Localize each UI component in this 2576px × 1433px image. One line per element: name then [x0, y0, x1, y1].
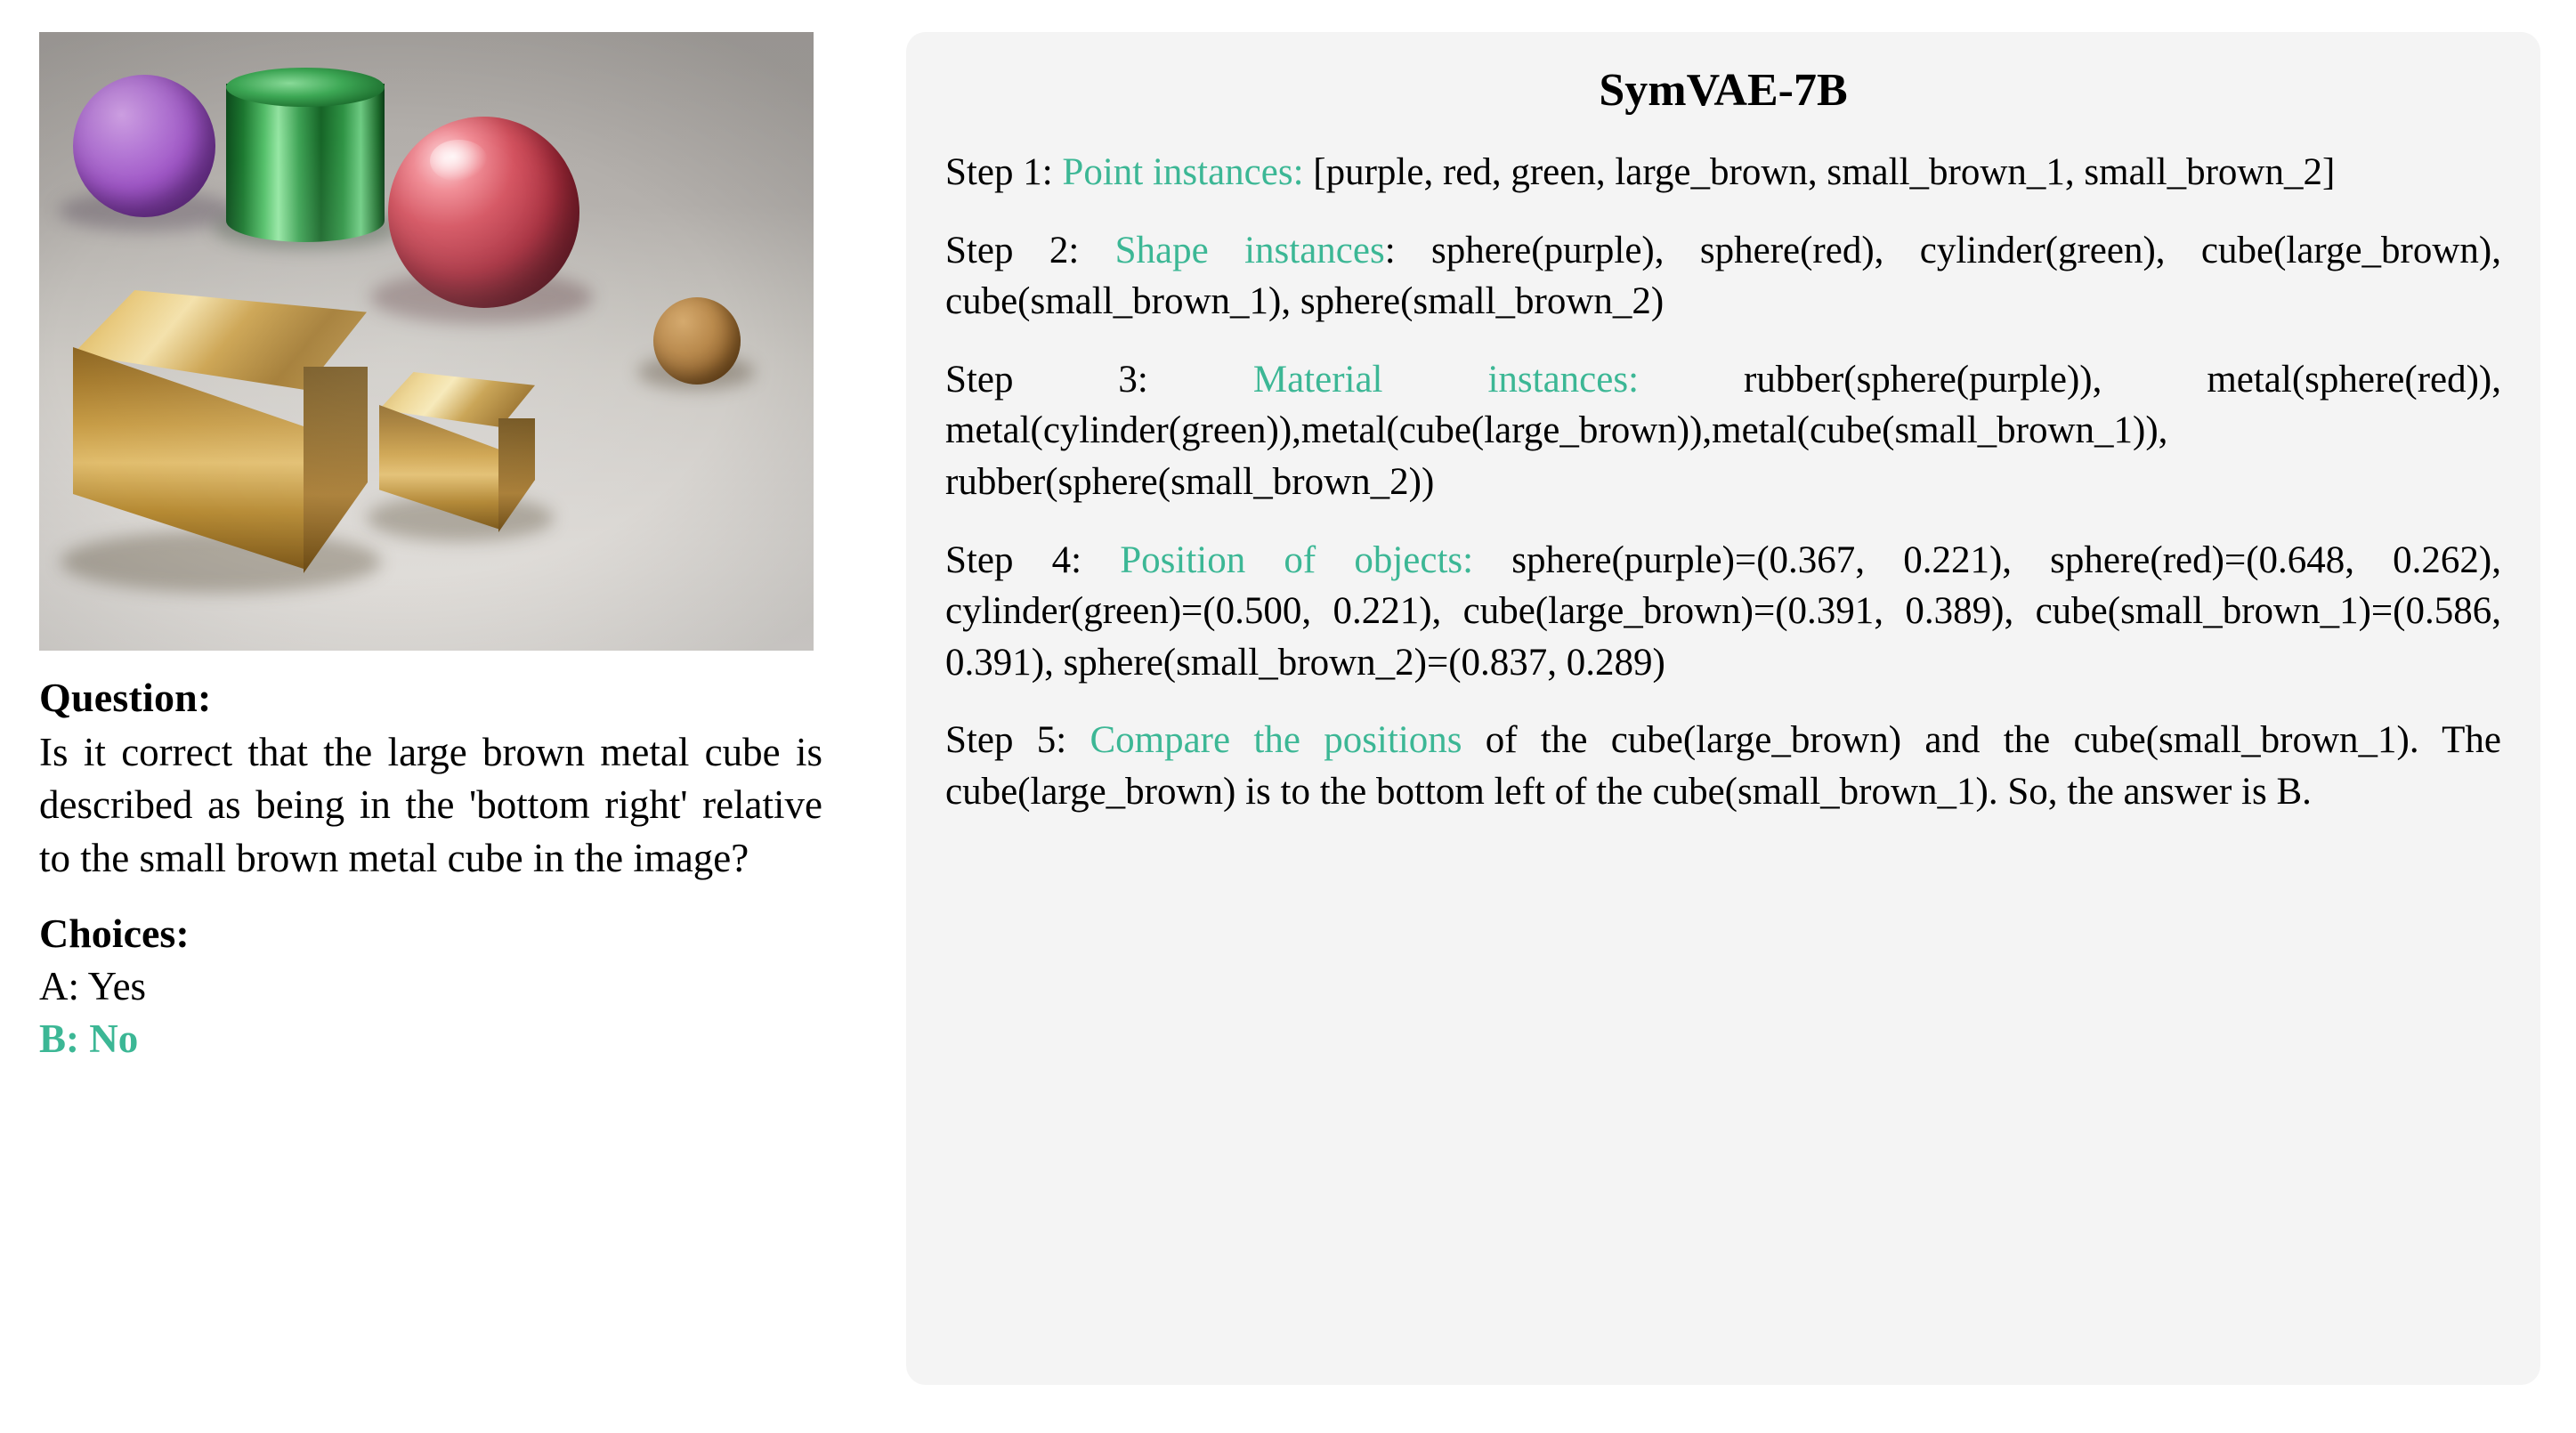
reasoning-step-4	[945, 535, 2501, 689]
step-1-body: [purple, red, green, large_brown, small_brown_1, small_brown_2]	[1303, 151, 2336, 193]
step-2-highlight: Shape instances	[1114, 229, 1385, 271]
reasoning-step-1	[945, 147, 2501, 198]
question-heading: Question:	[39, 675, 212, 720]
choice-b[interactable]: B: No	[39, 1016, 139, 1061]
step-5-prefix: Step 5:	[945, 719, 1090, 762]
step-4-prefix: Step 4:	[945, 538, 1121, 581]
answer-panel	[906, 32, 2540, 1385]
question-column	[39, 32, 867, 1397]
step-4-body: sphere(purple)=(0.367, 0.221), sphere(red)=(0.648, 0.262), cylinder(green)=(0.500, 0.221), cube(large_brown)=(0.391, 0.389), cube(small_brown_1)=(0.586, 0.391), sphere(small_brown_2)=(0.837, 0.289)	[945, 538, 2501, 684]
choices-heading: Choices:	[39, 911, 190, 957]
scene-image	[39, 32, 814, 651]
question-text: Is it correct that the large brown metal cube is described as being in the 'bottom right' relative to the small brown metal cube in the image?	[39, 730, 822, 880]
step-1-prefix: Step 1:	[945, 151, 1063, 193]
step-3-highlight: Material instances:	[1252, 358, 1640, 401]
step-5-highlight: Compare the positions	[1090, 719, 1462, 762]
step-1-highlight: Point instances:	[1062, 151, 1304, 193]
model-name-title: SymVAE-7B	[1599, 65, 1848, 116]
step-3-body: rubber(sphere(purple)), metal(sphere(red)), metal(cylinder(green)),metal(cube(large_brown)),metal(cube(small_brown_1)), rubber(sphere(small_brown_2))	[945, 358, 2501, 504]
choice-a[interactable]: A: Yes	[39, 964, 147, 1009]
reasoning-step-5	[945, 715, 2501, 817]
step-3-prefix: Step 3:	[945, 358, 1253, 401]
reasoning-step-3	[945, 354, 2501, 508]
step-4-highlight: Position of objects:	[1120, 538, 1474, 581]
reasoning-step-2	[945, 225, 2501, 328]
step-5-body: of the cube(large_brown) and the cube(small_brown_1). The cube(large_brown) is to the bottom left of the cube(small_brown_1). So, the answer is B.	[945, 719, 2501, 814]
step-2-body: : sphere(purple), sphere(red), cylinder(green), cube(large_brown), cube(small_brown_1), sphere(small_brown_2)	[945, 229, 2501, 323]
scene-vignette	[39, 32, 814, 651]
answer-column	[906, 32, 2540, 1397]
step-2-prefix: Step 2:	[945, 229, 1115, 271]
